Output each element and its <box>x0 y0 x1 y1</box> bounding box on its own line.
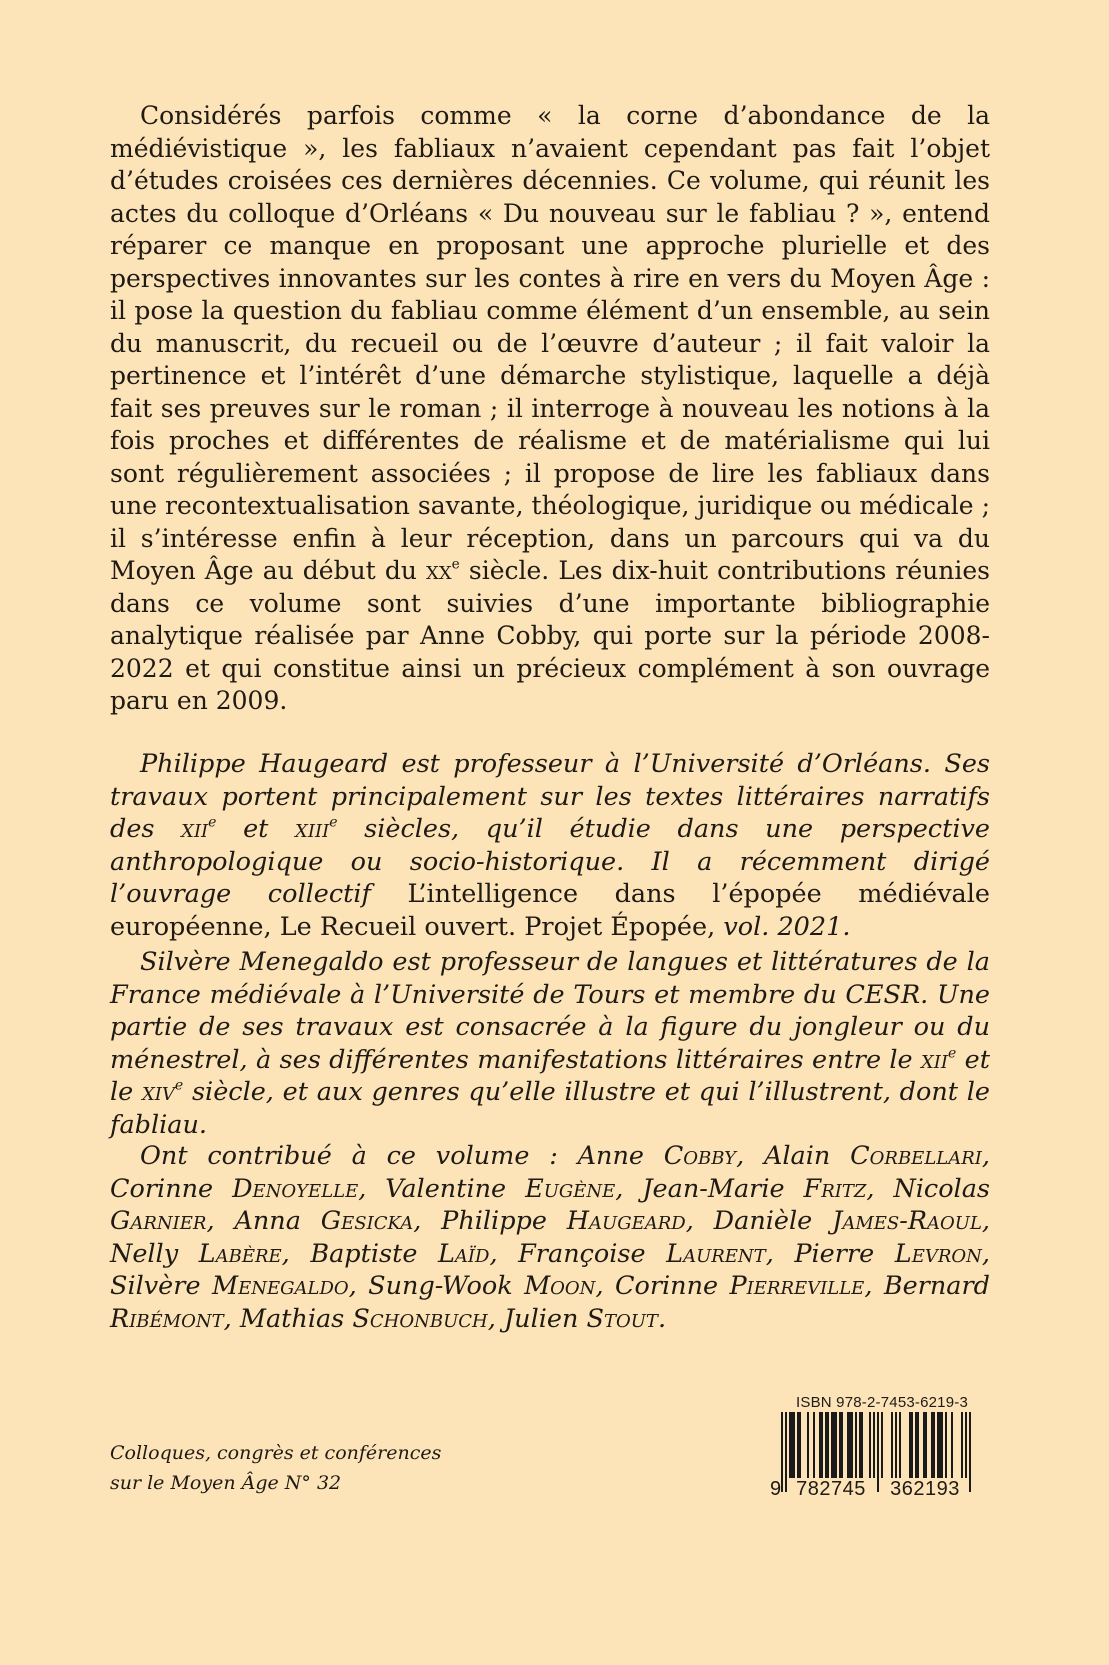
book-title: L’intelligence dans l’épopée médiévale européenne, Le Recueil ouvert. Projet Épopée, <box>110 879 990 942</box>
barcode-bar <box>859 1412 861 1480</box>
contributor-name: Valentine Eugène <box>385 1173 616 1204</box>
barcode-bar <box>813 1412 815 1480</box>
barcode-bar <box>917 1412 919 1480</box>
barcode-bar <box>925 1412 927 1480</box>
contributor-name: Julien Stout <box>503 1303 658 1334</box>
barcode-bar <box>841 1412 843 1480</box>
barcode-bar <box>827 1412 829 1480</box>
contributor-name: Philippe Haugeard <box>441 1206 686 1236</box>
barcode-bar <box>819 1412 821 1480</box>
contributor-name: Nicolas Garnier <box>110 1173 990 1236</box>
contributor-name: Danièle James-Raoul <box>713 1206 982 1236</box>
contributor-name: Pierre Levron <box>794 1238 982 1269</box>
barcode-bar <box>849 1412 851 1480</box>
barcode-bar <box>945 1412 947 1480</box>
isbn-label: ISBN 978-2-7453-6219-3 <box>796 1394 969 1411</box>
contributor-name: Corinne Pierreville <box>614 1271 865 1301</box>
barcode-digits <box>770 1478 980 1502</box>
barcode-bar <box>923 1412 925 1480</box>
author-bio-menegaldo: Silvère Menegaldo est professeur de langues et littératures de la France médiévale à l’Université de Tours et membre du CESR. Une partie de ses travaux est consacrée à la figure du jongleur ou du ménestrel, à ses différentes manifestations littéraires entre le xii$^e$ et le xiv$^e$ siècle, et aux genres qu’elle illustre et qui l’illustrent, dont le fabliau. <box>110 947 990 1140</box>
barcode-bar <box>799 1412 801 1480</box>
contributor-name: Anna Gesicka <box>234 1206 414 1236</box>
barcode-bar <box>851 1412 853 1480</box>
contributor-name: Jean-Marie Fritz <box>642 1173 867 1204</box>
contributor-name: Nelly Labère <box>110 1238 282 1269</box>
barcode-bar <box>839 1412 841 1480</box>
contributor-name: Baptiste Laïd <box>310 1238 490 1269</box>
barcode-digits-left: 782745 <box>787 1478 875 1501</box>
barcode-bar <box>833 1412 835 1480</box>
barcode-bar <box>933 1412 935 1480</box>
contributor-name: Françoise Laurent <box>518 1238 766 1269</box>
series-info: Colloques, congrès et conférences sur le Moyen Âge N° 32 <box>110 1442 442 1494</box>
barcode-bar <box>911 1412 913 1480</box>
barcode-bar <box>915 1412 917 1480</box>
barcode-bar <box>951 1412 953 1480</box>
barcode-bar <box>895 1412 897 1480</box>
barcode-bar <box>855 1412 857 1480</box>
barcode-bar <box>941 1412 943 1480</box>
barcode-bar <box>835 1412 837 1480</box>
barcode-digits-right: 362193 <box>881 1478 969 1501</box>
contributor-name: Corinne Denoyelle <box>110 1173 359 1204</box>
contributor-name: Silvère Menegaldo <box>110 1271 349 1301</box>
barcode-bar <box>793 1412 795 1480</box>
contributor-name: Mathias Schonbuch <box>239 1303 488 1334</box>
barcode-bar <box>939 1412 941 1480</box>
contributors-paragraph: Ont contribué à ce volume : Anne Cobby, Alain Corbellari, Corinne Denoyelle, Valentine Eugène, Jean-Marie Fritz, Nicolas Garnier, Anna Gesicka, Philippe Haugeard, Danièle James-Raoul, Nelly Labère, Baptiste Laïd, Françoise Laurent, Pierre Levron, Silvère Menegaldo, Sung-Wook Moon, Corinne Pierreville, Bernard Ribémont, Mathias Schonbuch, Julien Stout. <box>110 1141 991 1334</box>
barcode-bar <box>821 1412 823 1480</box>
barcode-bar <box>791 1412 793 1480</box>
contributor-name: Bernard Ribémont <box>110 1271 991 1334</box>
barcode-bar <box>937 1412 939 1480</box>
barcode-bar <box>931 1412 933 1480</box>
author-bio-haugeard: Philippe Haugeard est professeur à l’Université d’Orléans. Ses travaux portent principalement sur les textes littéraires narratifs des xii$^e$ et xiii$^e$ siècles, qu’il étudie dans une perspective anthropologique ou socio-historique. Il a récemment dirigé l’ouvrage collectif L’intelligence dans l’épopée médiévale européenne, Le Recueil ouvert. Projet Épopée, vol. 2021. <box>110 749 990 942</box>
contributor-name: Alain Corbellari <box>763 1141 982 1171</box>
barcode-bar <box>899 1412 901 1480</box>
barcode-bar <box>869 1412 871 1480</box>
barcode-bar <box>831 1412 833 1480</box>
barcode-bar <box>961 1412 963 1480</box>
barcode-bar <box>797 1412 799 1480</box>
isbn-barcode <box>770 1394 980 1502</box>
barcode-bar <box>789 1412 791 1480</box>
barcode-digit-first: 9 <box>770 1478 782 1500</box>
barcode-bar <box>891 1412 893 1480</box>
barcode-bar <box>861 1412 863 1480</box>
contributor-name: Anne Cobby <box>577 1141 737 1171</box>
barcode-bar <box>825 1412 827 1480</box>
contributor-name: Sung-Wook Moon <box>368 1271 596 1301</box>
barcode-bar <box>847 1412 849 1480</box>
barcode-bar <box>807 1412 809 1480</box>
barcode-bar <box>881 1412 883 1480</box>
summary-paragraph: Considérés parfois comme « la corne d’abondance de la médiévistique », les fabliaux n’avaient cependant pas fait l’objet d’études croisées ces dernières décennies. Ce volume, qui réunit les actes du colloque d’Orléans « Du nouveau sur le fabliau ? », entend réparer ce manque en proposant une approche plurielle et des perspectives innovantes sur les contes à rire en vers du Moyen Âge : il pose la question du fabliau comme élément d’un ensemble, au sein du manuscrit, du recueil ou de l’œuvre d’auteur ; il fait valoir la pertinence et l’intérêt d’une démarche stylistique, laquelle a déjà fait ses preuves sur le roman ; il interroge à nouveau les notions à la fois proches et différentes de réalisme et de matérialisme qui lui sont régulièrement associées ; il propose de lire les fabliaux dans une recontextualisation savante, théologique, juridique ou médicale ; il s’intéresse enfin à leur réception, dans un parcours qui va du Moyen Âge au début du $xx^e$ siècle. Les dix-huit contributions réunies dans ce volume sont suivies d’une importante bibliographie analytique réalisée par Anne Cobby, qui porte sur la période 2008-2022 et qui constitue ainsi un précieux complément à son ouvrage paru en 2009. <box>110 101 990 715</box>
barcode-bar <box>909 1412 911 1480</box>
